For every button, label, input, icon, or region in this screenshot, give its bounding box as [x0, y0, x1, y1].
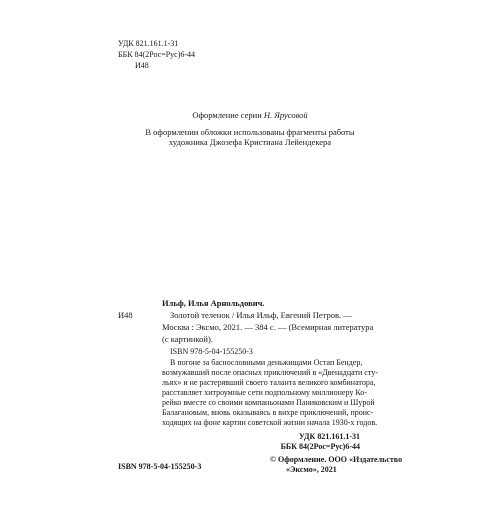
annotation-line: рейко вместе со своими компаньонами Паниковским и Шурой: [162, 398, 375, 407]
catalog-isbn: ISBN 978-5-04-155250-3: [170, 347, 253, 356]
cover-note-line1: В оформлении обложки использованы фрагменты работы: [145, 127, 355, 137]
footer-isbn: ISBN 978-5-04-155250-3: [118, 462, 202, 471]
series-design-credit: [0, 110, 500, 120]
annotation-line: льях» и не растерявший своего таланта великого комбинатора,: [162, 378, 376, 387]
copyright-line1: © Оформление. ООО «Издательство: [270, 455, 403, 464]
bbk-code-bottom: ББК 84(2Рос=Рус)6-44: [280, 442, 360, 451]
annotation-line: В погоне за баснословными деньжищами Остап Бендер,: [170, 358, 363, 367]
catalog-line: Москва : Эксмо, 2021. — 384 с. — (Всемирная литература: [162, 322, 374, 332]
annotation-line: ходящих на фоне картин советской жизни начала 1930-х годов.: [162, 418, 378, 427]
catalog-author: Ильф, Илья Арнольдович.: [162, 298, 265, 308]
series-design-prefix: Оформление серии: [192, 110, 264, 120]
series-designer-name: Н. Ярусовой: [263, 110, 308, 120]
catalog-line: Золотой теленок / Илья Ильф, Евгений Петров. —: [170, 310, 352, 320]
annotation-line: расставляет хитроумные сети подпольному миллионеру Ко-: [162, 388, 367, 397]
annotation-line: возмужавший после опасных приключений в «Двенадцати сту-: [162, 368, 378, 377]
author-mark-top: И48: [135, 61, 149, 70]
catalog-author-mark: И48: [118, 310, 133, 320]
bbk-code-top: ББК 84(2Рос=Рус)6-44: [118, 50, 196, 59]
annotation-line: Балагановым, вновь оказываясь в вихре приключений, проис-: [162, 408, 374, 417]
cover-note-line2: художника Джозефа Кристиана Лейендекера: [168, 137, 332, 147]
copyright-line2: «Эксмо», 2021: [286, 465, 337, 474]
udk-code-bottom: УДК 821.161.1-31: [298, 432, 360, 441]
catalog-line: (с картинкой).: [162, 334, 213, 344]
udk-code-top: УДК 821.161.1-31: [118, 39, 179, 48]
